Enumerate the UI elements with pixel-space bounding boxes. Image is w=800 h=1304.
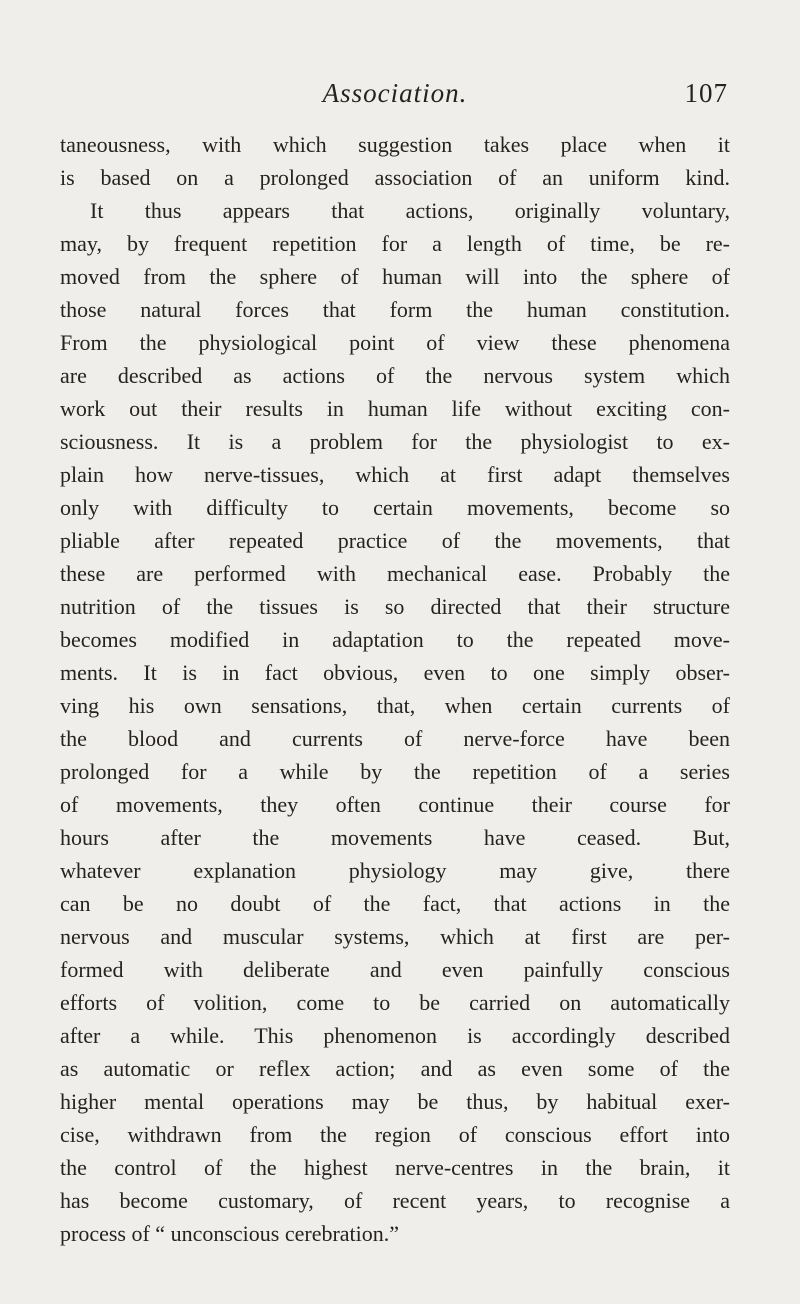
text-line: ments. It is in fact obvious, even to one simply obser-: [60, 660, 730, 685]
text-line: nutrition of the tissues is so directed that their structure: [60, 594, 730, 619]
text-line: efforts of volition, come to be carried on automatically: [60, 990, 730, 1015]
text-line: From the physiological point of view these phenomena: [60, 330, 730, 355]
text-line: work out their results in human life without exciting con-: [60, 396, 730, 421]
text-line: prolonged for a while by the repetition of a series: [60, 759, 730, 784]
running-head: [60, 76, 728, 110]
text-line: only with difficulty to certain movements, become so: [60, 495, 730, 520]
page-number: 107: [684, 78, 728, 108]
text-line: It thus appears that actions, originally voluntary,: [90, 198, 730, 223]
text-line: whatever explanation physiology may give, there: [60, 858, 730, 883]
text-line: is based on a prolonged association of an uniform kind.: [60, 165, 730, 190]
text-line: these are performed with mechanical ease. Probably the: [60, 561, 730, 586]
text-line: moved from the sphere of human will into the sphere of: [60, 264, 730, 289]
running-title: Association.: [322, 78, 468, 108]
text-line: nervous and muscular systems, which at first are per-: [60, 924, 730, 949]
text-line: those natural forces that form the human constitution.: [60, 297, 730, 322]
text-line: process of “ unconscious cerebration.”: [60, 1221, 400, 1246]
text-line: plain how nerve-tissues, which at first adapt themselves: [60, 462, 730, 487]
text-line: formed with deliberate and even painfully conscious: [60, 957, 730, 982]
text-line: becomes modified in adaptation to the repeated move-: [60, 627, 730, 652]
text-line: taneousness, with which suggestion takes place when it: [60, 132, 730, 157]
text-line: of movements, they often continue their course for: [60, 792, 730, 817]
text-line: are described as actions of the nervous system which: [60, 363, 730, 388]
text-line: pliable after repeated practice of the movements, that: [60, 528, 730, 553]
text-line: the control of the highest nerve-centres in the brain, it: [60, 1155, 730, 1180]
text-line: cise, withdrawn from the region of conscious effort into: [60, 1122, 730, 1147]
text-line: after a while. This phenomenon is accordingly described: [60, 1023, 730, 1048]
body-text: [60, 128, 730, 1250]
text-line: hours after the movements have ceased. But,: [60, 825, 730, 850]
text-line: may, by frequent repetition for a length of time, be re-: [60, 231, 730, 256]
text-line: sciousness. It is a problem for the physiologist to ex-: [60, 429, 730, 454]
text-line: as automatic or reflex action; and as even some of the: [60, 1056, 730, 1081]
text-line: can be no doubt of the fact, that actions in the: [60, 891, 730, 916]
text-line: has become customary, of recent years, to recognise a: [60, 1188, 730, 1213]
text-line: the blood and currents of nerve-force have been: [60, 726, 730, 751]
text-line: ving his own sensations, that, when certain currents of: [60, 693, 730, 718]
text-line: higher mental operations may be thus, by habitual exer-: [60, 1089, 730, 1114]
